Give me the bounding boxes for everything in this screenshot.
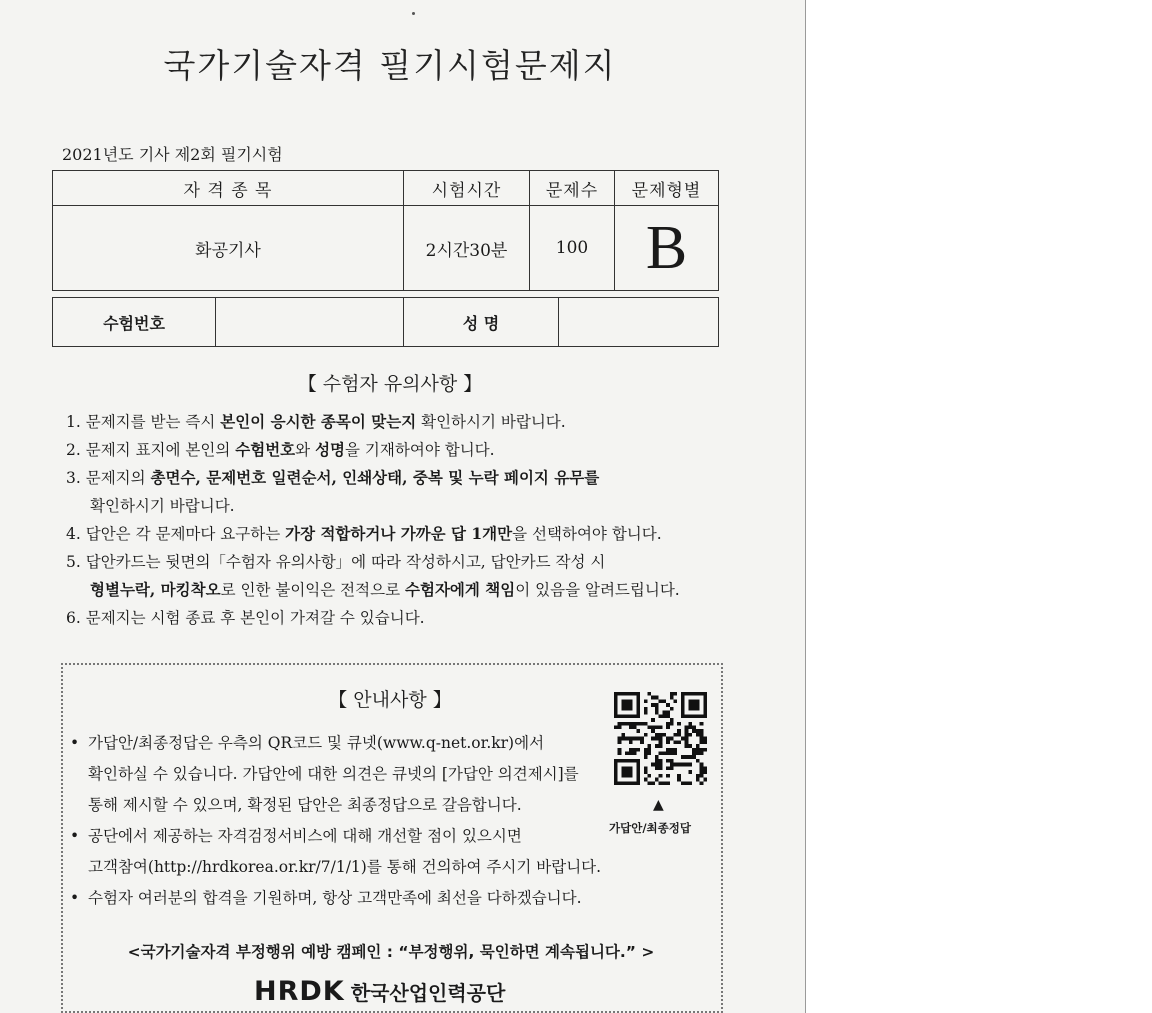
speck [412,12,415,15]
guide-title: 【 안내사항 】 [328,689,452,711]
candidate-table [52,297,719,347]
notice-text: 문제지의 [85,469,151,487]
exam-info-value-row [53,206,719,291]
notice-text: 문제지를 받는 즉시 [85,413,221,431]
exam-info-header-row [53,171,719,206]
notice-text: 총면수, 문제번호 일련순서, 인쇄상태, 중복 및 누락 페이지 유무를 [150,468,600,487]
guide-text: 수험자 여러분의 합격을 기원하며, 항상 고객만족에 최선을 다하겠습니다. [88,889,582,907]
notice-item [66,436,726,464]
bullet-icon: • [70,827,80,845]
header-question-count: 문제수 [530,171,615,206]
qr-label: 가답안/최종정답 [609,821,691,835]
guide-text: 확인하실 수 있습니다. 가답안에 대한 의견은 큐넷의 [가답안 의견제시]를 [88,765,579,783]
campaign-slogan: <국가기술자격 부정행위 예방 캠페인 : “부정행위, 묵인하면 계속됩니다.” > [127,943,655,961]
hrdk-logo-mark: HRDK [254,975,345,1007]
notice-text: 수험번호 [235,440,296,459]
notice-number: 3. [66,469,86,487]
organization-name: 한국산업인력공단 [350,980,506,1005]
notice-number: 4. [66,525,86,543]
notice-text: 로 인한 불이익은 전적으로 [220,581,405,599]
notice-text: 문제지는 시험 종료 후 본인이 가져갈 수 있습니다. [85,609,425,627]
notice-number: 2. [66,441,86,459]
notice-item [66,408,726,436]
bullet-icon: • [70,734,80,752]
notice-text: 가장 적합하거나 가까운 답 1개만 [285,524,513,543]
hrdk-logo [254,975,505,1007]
notice-text: 본인이 응시한 종목이 맞는지 [220,412,417,431]
notice-number: 1. [66,413,86,431]
notice-item-continuation [66,492,726,520]
header-question-type: 문제형별 [615,171,719,206]
document-title: 국가기술자격 필기시험문제지 [163,46,617,85]
value-question-count: 100 [530,206,615,291]
exam-info-table [52,170,719,291]
notice-item [66,464,726,492]
qr-code-icon[interactable] [614,692,707,785]
value-subject: 화공기사 [53,206,404,291]
notice-item [66,604,726,632]
notice-text: 답안카드는 뒷면의「수험자 유의사항」에 따라 작성하시고, 답안카드 작성 시 [85,553,606,571]
name-label: 성 명 [404,298,559,347]
notice-text: 문제지 표지에 본인의 [85,441,236,459]
guide-text: 공단에서 제공하는 자격검정서비스에 대해 개선할 점이 있으시면 [88,827,522,845]
exam-number-field[interactable] [216,298,404,347]
exam-session-subtitle: 2021년도 기사 제2회 필기시험 [62,145,283,164]
candidate-notice-title: 【 수험자 유의사항 】 [297,373,483,395]
header-subject: 자 격 종 목 [53,171,404,206]
guide-line [70,883,710,914]
notice-number: 6. [66,609,86,627]
notice-text: 수험자에게 책임 [405,580,516,599]
name-field[interactable] [559,298,719,347]
bullet-icon: • [70,889,80,907]
qr-arrow-icon: ▲ [653,797,664,813]
value-duration: 2시간30분 [404,206,530,291]
notice-text: 확인하시기 바랍니다. [90,497,235,515]
guide-text: 가답안/최종정답은 우측의 QR코드 및 큐넷(www.q-net.or.kr)에서 [88,734,545,752]
notice-text: 성명 [315,440,346,459]
notice-text: 을 선택하여야 합니다. [512,525,662,543]
guide-line [70,790,710,821]
exam-number-label: 수험번호 [53,298,216,347]
guide-text: 통해 제시할 수 있으며, 확정된 답안은 최종정답으로 갈음합니다. [88,796,522,814]
notice-text: 을 기재하여야 합니다. [345,441,495,459]
notice-number: 5. [66,553,86,571]
value-question-type: B [615,206,719,291]
guide-line [70,852,710,883]
notice-text: 이 있음을 알려드립니다. [515,581,680,599]
notice-item [66,520,726,548]
candidate-notice-list [66,408,726,632]
notice-text: 답안은 각 문제마다 요구하는 [85,525,286,543]
notice-item-continuation [66,576,726,604]
guide-text: 고객참여(http://hrdkorea.or.kr/7/1/1)를 통해 건의하여 주시기 바랍니다. [88,858,602,876]
header-duration: 시험시간 [404,171,530,206]
notice-text: 형별누락, 마킹착오 [90,580,221,599]
notice-text: 와 [295,441,316,459]
notice-text: 확인하시기 바랍니다. [416,413,566,431]
notice-item [66,548,726,576]
